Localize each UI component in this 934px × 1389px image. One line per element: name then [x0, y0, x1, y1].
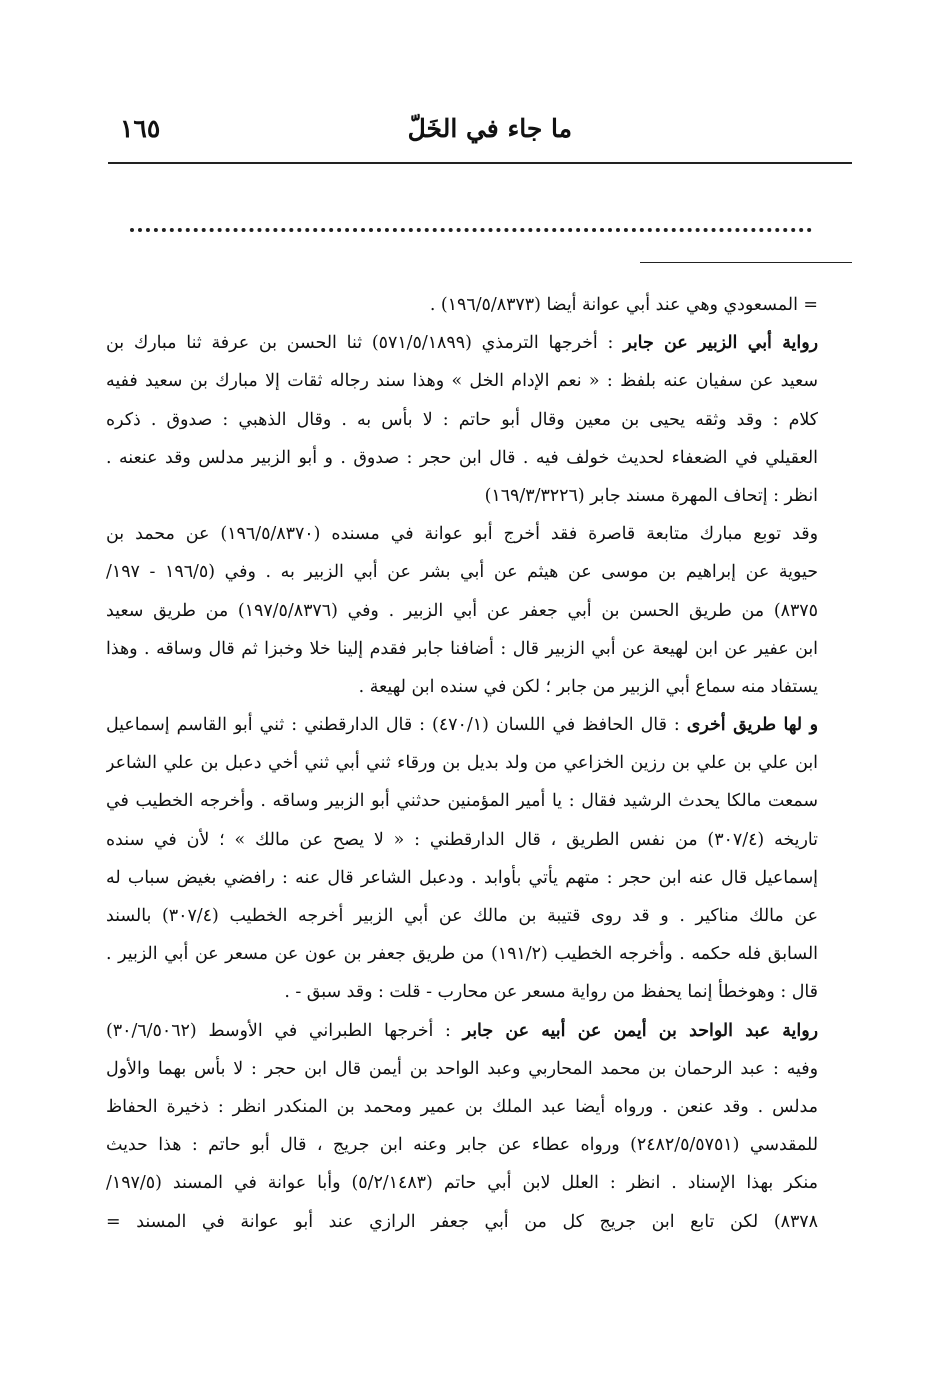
text-line	[106, 859, 818, 897]
text-line	[106, 324, 818, 362]
line-text: سمعت مالكا يحدث الرشيد فقال : يا أمير المؤمنين حدثني أبو الزبير وساقه . وأخرجه الخطيب في	[106, 791, 818, 812]
text-line	[106, 821, 818, 859]
footnote-separator	[640, 262, 852, 263]
text-line	[106, 744, 818, 782]
text-line	[106, 439, 818, 477]
line-text: ابن عفير عن ابن لهيعة عن أبي الزبير قال : أضافنا جابر فقدم إلينا خلا وخبزا ثم قال وساقه . وهذا	[106, 638, 818, 659]
header-rule	[108, 162, 852, 164]
line-text: : قال الحافظ في اللسان (٤٧٠/١) : قال الدارقطني : ثني أبو القاسم إسماعيل	[106, 715, 687, 736]
section-heading: رواية عبد الواحد بن أيمن عن أبيه عن جابر	[462, 1020, 818, 1041]
text-line	[106, 1203, 818, 1241]
text-line	[106, 515, 818, 553]
text-line	[106, 286, 818, 324]
line-text: مدلس . وقد عنعن . ورواه أيضا عبد الملك بن عمير ومحمد بن المنكدر انظر : ذخيرة الحفاظ	[106, 1096, 818, 1117]
line-text: كلام : وقد وثقه يحيى بن معين وقال أبو حاتم : لا بأس به . وقال الذهبي : صدوق . ذكره	[106, 409, 818, 430]
line-text: إسماعيل قال عنه ابن حجر : متهم يأتي بأوابد . ودعبل الشاعر قال عنه : رافضي بغيض سباب له	[106, 867, 818, 888]
text-line	[106, 935, 818, 973]
line-text: قال : وهوخطأ إنما يحفظ من رواية مسعر عن محارب - قلت : وقد سبق - .	[284, 982, 818, 1003]
section-heading: و لها طريق أخرى	[686, 715, 818, 736]
text-line	[106, 1088, 818, 1126]
line-text: = المسعودي وهي عند أبي عوانة أيضا (١٩٦/٥/٨٣٧٣) .	[429, 295, 818, 315]
line-text: : أخرجها الطبراني في الأوسط (٣٠/٦/٥٠٦٢)	[106, 1020, 463, 1041]
line-text: السابق فله حكمه . وأخرجه الخطيب (١٩١/٢) من طريق جعفر بن عون عن مسعر عن أبي الزبير .	[106, 944, 818, 965]
footnote-text	[106, 286, 818, 1241]
text-line	[106, 1012, 818, 1050]
line-text: تاريخه (٣٠٧/٤) من نفس الطريق ، قال الدارقطني : « لا يصح عن مالك » ؛ لأن في سنده	[106, 829, 818, 850]
page-header	[108, 108, 852, 160]
line-text: عن مالك مناكير . و قد روى قتيبة بن مالك عن أبي الزبير أخرجه الخطيب (٣٠٧/٤) بالسند	[106, 906, 818, 926]
text-line	[106, 1126, 818, 1164]
line-text: سعيد عن سفيان عنه بلفظ : « نعم الإدام الخل » وهذا سند رجاله ثقات إلا مبارك بن سعيد ففيه	[106, 371, 818, 392]
text-line	[106, 973, 818, 1011]
text-line	[106, 553, 818, 591]
line-text: ٨٣٧٥) من طريق الحسن بن أبي جعفر عن أبي الزبير . وفي (١٩٧/٥/٨٣٧٦) من طريق سعيد	[106, 600, 818, 621]
text-line	[106, 592, 818, 630]
ellipsis-dotted-line	[130, 204, 812, 232]
line-text: يستفاد منه سماع أبي الزبير من جابر ؛ لكن في سنده ابن لهيعة .	[358, 676, 818, 697]
line-text: وقد توبع مبارك متابعة قاصرة فقد أخرج أبو عوانة في مسنده (١٩٦/٥/٨٣٧٠) عن محمد بن	[106, 524, 818, 545]
line-text: للمقدسي (٢٤٨٢/٥/٥٧٥١) ورواه عطاء عن جابر وعنه ابن جريج ، قال أبو حاتم : هذا حديث	[106, 1135, 818, 1156]
line-text: حيوية عن إبراهيم بن موسى عن هيثم عن أبي بشر عن أبي الزبير به . وفي (١٩٦/٥ - ١٩٧/	[106, 562, 818, 583]
line-text: انظر : إتحاف المهرة مسند جابر (١٦٩/٣/٣٢٢٦)	[484, 485, 818, 506]
section-heading: رواية أبي الزبير عن جابر	[623, 333, 818, 354]
text-line	[106, 706, 818, 744]
text-line	[106, 668, 818, 706]
text-line	[106, 1164, 818, 1202]
line-text: : أخرجها الترمذي (٥٧١/٥/١٨٩٩) ثنا الحسن بن عرفة ثنا مبارك بن	[106, 333, 624, 354]
page-number: ١٦٥	[120, 114, 161, 143]
text-line	[106, 782, 818, 820]
line-text: منكر بهذا الإسناد . انظر : العلل لابن أبي حاتم (٥/٢/١٤٨٣) وأبا عوانة في المسند (١٩٧/٥/	[106, 1173, 818, 1194]
text-line	[106, 897, 818, 935]
line-text: ابن علي بن علي بن رزين الخزاعي من ولد بديل بن ورقاء ثني أبي ثني أخي دعبل بن علي الشاعر	[106, 753, 818, 774]
running-title: ما جاء في الخَلّ	[407, 114, 572, 143]
text-line	[106, 362, 818, 400]
text-line	[106, 630, 818, 668]
text-line	[106, 1050, 818, 1088]
line-text: العقيلي في الضعفاء لحديث خولف فيه . قال ابن حجر : صدوق . و أبو الزبير مدلس وقد عنعنه .	[106, 447, 818, 468]
text-line	[106, 477, 818, 515]
line-text: ٨٣٧٨) لكن تابع ابن جريج كل من أبي جعفر الرازي عند أبو عوانة في المسند =	[106, 1211, 818, 1232]
line-text: وفيه : عبد الرحمان بن محمد المحاربي وعبد الواحد بن أيمن قال ابن حجر : لا بأس بهما والأول	[106, 1058, 818, 1079]
text-line	[106, 401, 818, 439]
